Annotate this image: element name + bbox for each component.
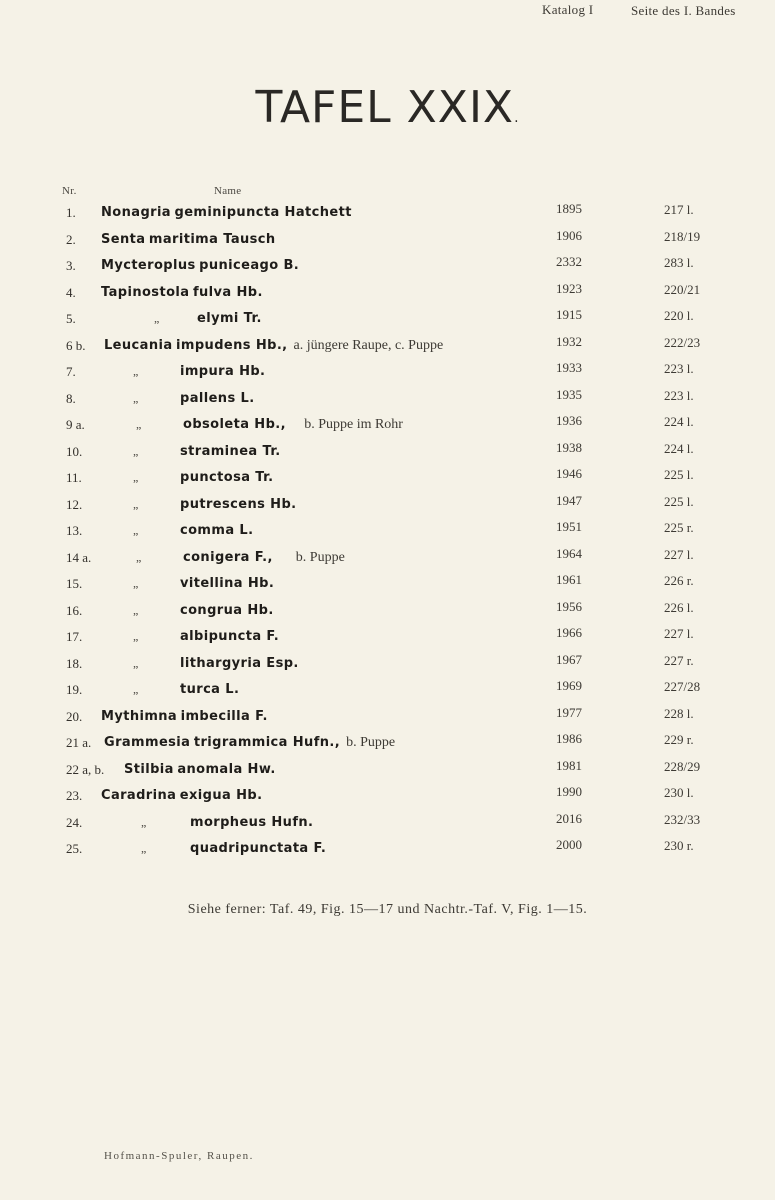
row-name xyxy=(101,814,314,831)
table-row xyxy=(0,385,775,412)
row-name xyxy=(101,709,268,725)
species-name: morpheus Hufn. xyxy=(190,814,314,830)
row-note: b. Puppe xyxy=(295,549,345,565)
row-katalog: 1969 xyxy=(556,678,582,693)
row-nr: 22 a, b. xyxy=(66,761,105,777)
row-nr: 12. xyxy=(66,496,83,512)
table-row xyxy=(0,835,775,862)
ditto-mark: „ xyxy=(133,523,139,537)
row-katalog: 1915 xyxy=(556,307,582,322)
ditto-mark: „ xyxy=(133,496,139,511)
row-nr: 5. xyxy=(66,311,76,326)
row-nr: 9 a. xyxy=(66,417,85,432)
species-name: punctosa Tr. xyxy=(180,470,274,485)
ditto-mark: „ xyxy=(136,549,142,564)
species-name: albipuncta F. xyxy=(180,629,280,644)
header-seite: Seite des I. Bandes xyxy=(631,3,736,18)
row-seite: 220/21 xyxy=(664,281,701,297)
row-nr: 2. xyxy=(66,231,76,247)
row-katalog: 1946 xyxy=(556,466,582,481)
row-katalog: 1935 xyxy=(556,386,582,402)
species-list xyxy=(0,199,775,862)
row-name xyxy=(101,655,299,672)
row-name xyxy=(101,576,275,592)
species-name: impura Hb. xyxy=(180,364,266,379)
row-nr: 24. xyxy=(66,814,83,830)
ditto-mark: „ xyxy=(136,417,142,431)
species-name: geminipuncta Hatchett xyxy=(174,205,352,220)
row-seite: 228 l. xyxy=(664,705,694,721)
table-row xyxy=(0,650,775,677)
row-seite: 223 l. xyxy=(664,387,694,403)
species-name: quadripunctata F. xyxy=(190,841,327,856)
row-name xyxy=(104,549,345,566)
row-seite: 227 r. xyxy=(664,652,694,668)
row-name xyxy=(101,470,274,486)
row-seite: 230 r. xyxy=(664,838,694,853)
genus-name: Stilbia xyxy=(124,761,174,777)
row-nr: 15. xyxy=(66,576,83,591)
species-name: turca L. xyxy=(180,682,240,697)
species-name: trigrammica Hufn., xyxy=(193,735,341,750)
row-name xyxy=(124,762,276,778)
imprint: Hofmann-Spuler, Raupen. xyxy=(104,1150,254,1162)
species-name: obsoleta Hb., xyxy=(183,417,286,432)
table-row xyxy=(0,226,775,253)
row-seite: 224 l. xyxy=(664,440,694,456)
genus-name: Leucania xyxy=(104,337,173,353)
table-row xyxy=(0,358,775,385)
ditto-mark: „ xyxy=(133,655,139,670)
footer-note: Siehe ferner: Taf. 49, Fig. 15—17 und Nachtr.-Taf. V, Fig. 1—15. xyxy=(187,902,588,917)
row-katalog: 1947 xyxy=(556,492,582,508)
table-row xyxy=(0,199,775,226)
table-row xyxy=(0,252,775,279)
row-nr: 1. xyxy=(66,205,76,220)
table-row xyxy=(0,279,775,306)
row-name xyxy=(101,602,274,619)
row-nr: 21 a. xyxy=(66,735,92,750)
table-row xyxy=(0,597,775,624)
species-name: lithargyria Esp. xyxy=(180,655,299,671)
ditto-mark: „ xyxy=(133,470,139,484)
row-nr: 25. xyxy=(66,841,83,856)
row-name xyxy=(104,338,443,354)
table-row xyxy=(0,729,775,756)
row-seite: 225 l. xyxy=(664,467,694,482)
row-seite: 224 l. xyxy=(664,414,694,429)
genus-name: Tapinostola xyxy=(101,284,190,300)
species-name: exigua Hb. xyxy=(179,788,263,803)
table-row xyxy=(0,570,775,597)
genus-name: Nonagria xyxy=(101,205,171,220)
row-nr: 19. xyxy=(66,682,83,697)
row-katalog: 1933 xyxy=(556,360,582,375)
species-name: pallens L. xyxy=(180,390,255,406)
row-seite: 217 l. xyxy=(664,202,694,217)
plate-title-text: TAFEL XXIX xyxy=(255,82,515,133)
ditto-mark: „ xyxy=(141,841,147,855)
row-nr: 11. xyxy=(66,470,82,485)
row-nr: 8. xyxy=(66,390,76,406)
row-katalog: 2000 xyxy=(556,837,582,852)
table-row xyxy=(0,756,775,783)
table-row xyxy=(0,438,775,465)
row-katalog: 1936 xyxy=(556,413,582,428)
row-katalog: 1964 xyxy=(556,545,582,561)
row-seite: 230 l. xyxy=(664,785,694,800)
table-row xyxy=(0,623,775,650)
header-nr: Nr. xyxy=(62,185,77,197)
row-seite: 227 l. xyxy=(664,626,694,641)
row-name xyxy=(101,205,352,221)
ditto-mark: „ xyxy=(154,311,160,325)
row-katalog: 1932 xyxy=(556,333,582,349)
row-katalog: 1951 xyxy=(556,519,582,534)
row-seite: 227/28 xyxy=(664,679,701,694)
species-name: maritima Tausch xyxy=(148,231,276,247)
genus-name: Senta xyxy=(101,231,146,247)
row-name xyxy=(101,523,254,539)
row-seite: 223 l. xyxy=(664,361,694,376)
table-row xyxy=(0,676,775,703)
species-name: congrua Hb. xyxy=(180,602,274,618)
row-name xyxy=(104,735,395,751)
species-name: conigera F., xyxy=(183,549,273,565)
row-name xyxy=(101,682,240,698)
species-name: comma L. xyxy=(180,523,254,538)
row-name xyxy=(101,285,263,301)
ditto-mark: „ xyxy=(133,443,139,458)
row-seite: 283 l. xyxy=(664,255,694,270)
row-katalog: 1906 xyxy=(556,227,582,243)
genus-name: Grammesia xyxy=(104,735,191,750)
species-name: imbecilla F. xyxy=(180,708,268,724)
row-katalog: 1986 xyxy=(556,731,582,746)
row-name xyxy=(104,417,403,433)
row-nr: 4. xyxy=(66,284,76,300)
species-name: straminea Tr. xyxy=(180,443,281,459)
row-nr: 14 a. xyxy=(66,549,92,565)
ditto-mark: „ xyxy=(133,364,139,378)
row-katalog: 1981 xyxy=(556,757,582,773)
row-katalog: 1977 xyxy=(556,704,582,720)
row-seite: 225 r. xyxy=(664,520,694,535)
row-note: b. Puppe xyxy=(346,735,396,750)
row-seite: 226 l. xyxy=(664,599,694,615)
header-name: Name xyxy=(214,185,242,197)
row-name xyxy=(101,390,255,407)
species-name: fulva Hb. xyxy=(192,284,263,300)
table-row xyxy=(0,464,775,491)
row-note: b. Puppe im Rohr xyxy=(304,417,403,432)
species-name: impudens Hb., xyxy=(176,337,288,353)
row-name xyxy=(101,841,327,857)
row-katalog: 1895 xyxy=(556,201,582,216)
table-row xyxy=(0,332,775,359)
row-nr: 10. xyxy=(66,443,83,459)
row-seite: 229 r. xyxy=(664,732,694,747)
table-row xyxy=(0,703,775,730)
ditto-mark: „ xyxy=(133,629,139,643)
table-row xyxy=(0,544,775,571)
row-name xyxy=(101,232,276,248)
row-seite: 220 l. xyxy=(664,308,694,323)
ditto-mark: „ xyxy=(133,682,139,696)
row-katalog: 1923 xyxy=(556,280,582,296)
row-seite: 222/23 xyxy=(664,334,701,350)
species-name: putrescens Hb. xyxy=(180,496,297,512)
table-row xyxy=(0,809,775,836)
row-name xyxy=(101,496,297,513)
row-katalog: 2016 xyxy=(556,810,582,826)
table-row xyxy=(0,305,775,332)
plate-title-dot: . xyxy=(514,110,520,126)
table-row xyxy=(0,491,775,518)
species-name: elymi Tr. xyxy=(197,311,262,326)
row-seite: 232/33 xyxy=(664,811,701,827)
genus-name: Caradrina xyxy=(101,788,177,803)
row-nr: 20. xyxy=(66,708,83,724)
table-row xyxy=(0,782,775,809)
row-seite: 226 r. xyxy=(664,573,694,588)
row-katalog: 1956 xyxy=(556,598,582,614)
row-katalog: 1961 xyxy=(556,572,582,587)
row-seite: 227 l. xyxy=(664,546,694,562)
ditto-mark: „ xyxy=(133,602,139,617)
genus-name: Mycteroplus xyxy=(101,258,196,273)
row-nr: 13. xyxy=(66,523,83,538)
row-katalog: 2332 xyxy=(556,254,582,269)
row-nr: 16. xyxy=(66,602,83,618)
table-row xyxy=(0,411,775,438)
header-katalog: Katalog I xyxy=(542,2,594,17)
row-seite: 225 l. xyxy=(664,493,694,509)
row-katalog: 1938 xyxy=(556,439,582,455)
row-seite: 228/29 xyxy=(664,758,701,774)
row-nr: 3. xyxy=(66,258,76,273)
plate-title xyxy=(0,82,775,133)
row-katalog: 1967 xyxy=(556,651,582,667)
row-name xyxy=(101,364,266,380)
row-nr: 23. xyxy=(66,788,83,803)
species-name: vitellina Hb. xyxy=(180,576,275,591)
ditto-mark: „ xyxy=(133,390,139,405)
row-name xyxy=(101,629,280,645)
row-name xyxy=(101,311,262,327)
row-note: a. jüngere Raupe, c. Puppe xyxy=(293,337,444,353)
table-row xyxy=(0,517,775,544)
genus-name: Mythimna xyxy=(101,708,178,724)
row-nr: 6 b. xyxy=(66,337,86,353)
row-name xyxy=(101,258,299,274)
row-seite: 218/19 xyxy=(664,228,701,244)
row-nr: 17. xyxy=(66,629,83,644)
row-katalog: 1990 xyxy=(556,784,582,799)
ditto-mark: „ xyxy=(141,814,147,829)
row-name xyxy=(101,788,262,804)
row-katalog: 1966 xyxy=(556,625,582,640)
row-nr: 7. xyxy=(66,364,76,379)
species-name: puniceago B. xyxy=(199,258,300,273)
row-name xyxy=(101,443,281,460)
row-nr: 18. xyxy=(66,655,83,671)
ditto-mark: „ xyxy=(133,576,139,590)
species-name: anomala Hw. xyxy=(177,761,276,777)
